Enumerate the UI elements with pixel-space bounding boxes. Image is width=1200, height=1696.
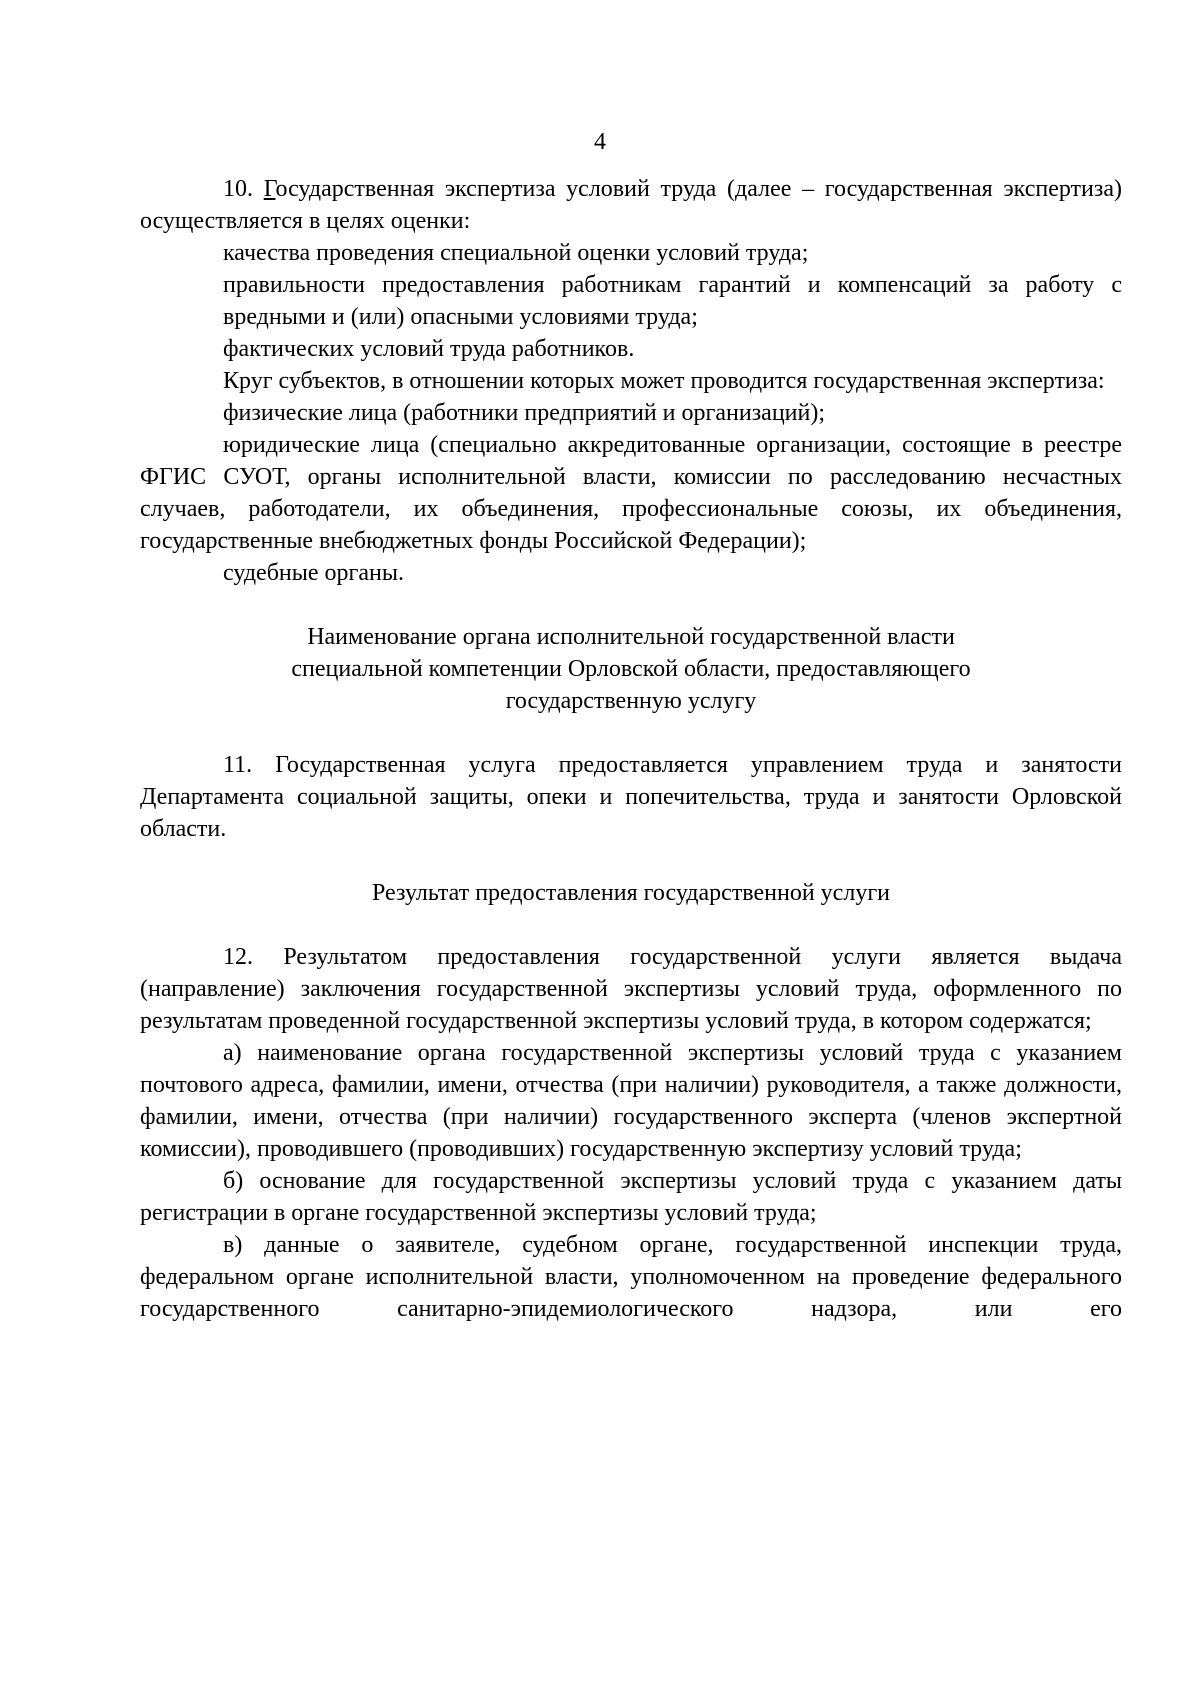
heading-authority-line-1: Наименование органа исполнительной государственной власти [307, 624, 955, 650]
heading-authority-line-3: государственную услугу [505, 688, 757, 714]
section-10-number: 10. [223, 176, 264, 202]
spacer [140, 717, 1122, 749]
section-10-item-2: правильности предоставления работникам гарантий и компенсаций за работу с вредными и (или) опасными условиями труда; [223, 272, 1122, 330]
spacer [140, 589, 1122, 621]
section-12-item-b: б) основание для государственной экспертизы условий труда с указанием даты регистрации в органе государственной экспертизы условий труда; [140, 1168, 1122, 1226]
document-body [140, 0, 1122, 1325]
section-10-intro-text: осударственная экспертиза условий труда (далее – государственная экспертиза) осуществляется в целях оценки: [140, 176, 1123, 234]
subjects-item-1: физические лица (работники предприятий и организаций); [223, 400, 826, 426]
spacer [140, 909, 1122, 941]
section-10-item-1: качества проведения специальной оценки условий труда; [223, 240, 809, 266]
spacer [140, 845, 1122, 877]
section-10-intro [140, 173, 1122, 237]
subjects-intro: Круг субъектов, в отношении которых может проводится государственная экспертиза: [223, 368, 1105, 394]
section-12-intro: 12. Результатом предоставления государственной услуги является выдача (направление) заключения государственной экспертизы условий труда, оформленного по результатам проведенной государственной экспертизы условий труда, в котором содержатся; [140, 944, 1122, 1034]
section-12-item-v: в) данные о заявителе, судебном органе, государственной инспекции труда, федеральном органе исполнительной власти, уполномоченном на проведение федерального государственного санитарно-эпидемиологического надзора, или его [140, 1232, 1122, 1322]
section-11: 11. Государственная услуга предоставляется управлением труда и занятости Департамента социальной защиты, опеки и попечительства, труда и занятости Орловской области. [140, 752, 1122, 842]
section-12-item-a: а) наименование органа государственной экспертизы условий труда с указанием почтового адреса, фамилии, имени, отчества (при наличии) руководителя, а также должности, фамилии, имени, отчества (при наличии) государственного эксперта (членов экспертной комиссии), проводившего (проводивших) государственную экспертизу условий труда; [140, 1040, 1122, 1162]
subjects-item-3: судебные органы. [223, 560, 404, 586]
subjects-item-2: юридические лица (специально аккредитованные организации, состоящие в реестре ФГИС СУОТ, органы исполнительной власти, комиссии по расследованию несчастных случаев, работодатели, их объединения, профессиональные союзы, их объединения, государственные внебюджетных фонды Российской Федерации); [140, 432, 1122, 554]
section-10-item-3: фактических условий труда работников. [223, 336, 635, 362]
section-10-first-letter: Г [263, 176, 276, 202]
heading-authority-line-2: специальной компетенции Орловской области, предоставляющего [291, 656, 971, 682]
page-number: 4 [594, 129, 606, 155]
heading-result: Результат предоставления государственной услуги [371, 880, 890, 906]
